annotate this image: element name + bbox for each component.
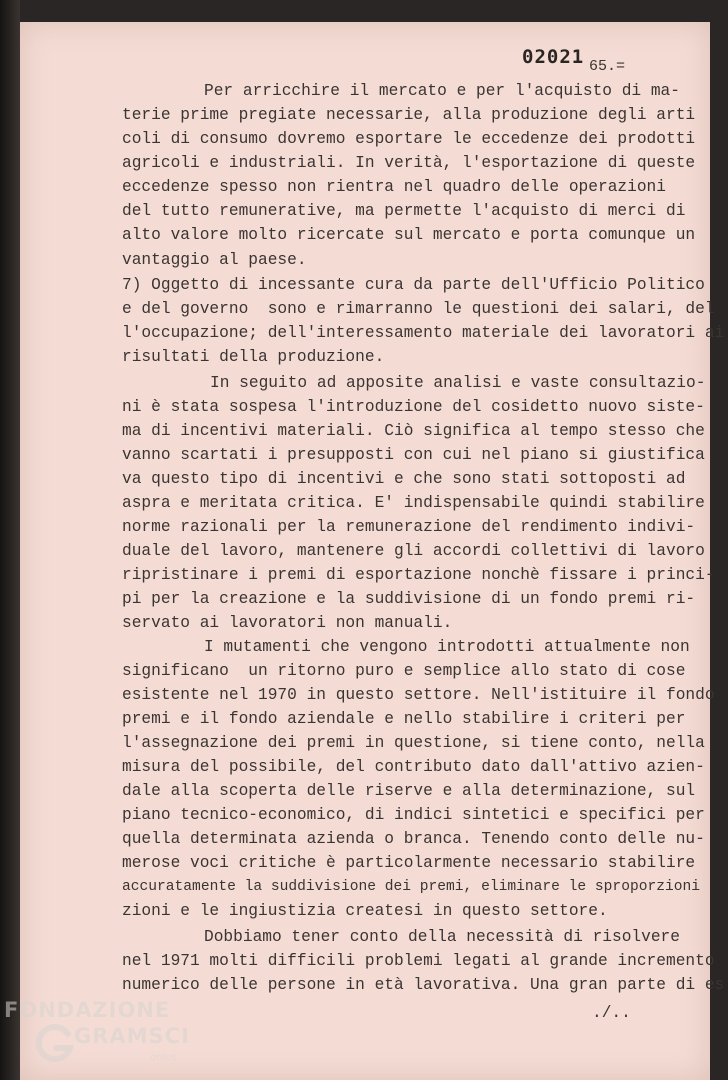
text-line: aspra e meritata critica. E' indispensabile quindi stabilire [122, 494, 705, 512]
text-line: servato ai lavoratori non manuali. [122, 614, 453, 632]
text-line: del tutto remunerative, ma permette l'acquisto di merci di [122, 202, 686, 220]
text-line: duale del lavoro, mantenere gli accordi collettivi di lavoro [122, 542, 705, 560]
text-line: eccedenze spesso non rientra nel quadro delle operazioni [122, 178, 666, 196]
text-line: misura del possibile, del contributo dato dall'attivo azien- [122, 758, 705, 776]
text-line: nel 1971 molti difficili problemi legati al grande incremento [122, 952, 715, 970]
text-line: Dobbiamo tener conto della necessità di risolvere [204, 928, 680, 946]
watermark-onlus: onlus [150, 1052, 177, 1063]
text-line: merose voci critiche è particolarmente necessario stabilire [122, 854, 696, 872]
text-line: In seguito ad apposite analisi e vaste consultazio- [210, 374, 706, 392]
text-line: agricoli e industriali. In verità, l'esportazione di queste [122, 154, 696, 172]
text-line: esistente nel 1970 in questo settore. Nell'istituire il fondo [122, 686, 715, 704]
text-line: l'assegnazione dei premi in questione, si tiene conto, nella [122, 734, 705, 752]
fondazione-gramsci-watermark [4, 998, 204, 1078]
text-line: risultati della produzione. [122, 348, 385, 366]
document-number: 02021 [522, 46, 585, 68]
text-line: premi e il fondo aziendale e nello stabilire i criteri per [122, 710, 686, 728]
text-line: quella determinata azienda o branca. Tenendo conto delle nu- [122, 830, 705, 848]
continuation-mark: ./.. [592, 1004, 631, 1022]
text-line: l'occupazione; dell'interessamento materiale dei lavoratori ai [122, 324, 725, 342]
text-line: accuratamente la suddivisione dei premi, eliminare le sproporzioni [122, 879, 701, 895]
text-line: va questo tipo di incentivi e che sono stati sottoposti ad [122, 470, 686, 488]
text-line: vantaggio al paese. [122, 251, 307, 269]
gramsci-logo-icon [32, 1022, 76, 1066]
text-line: e del governo sono e rimarranno le questioni dei salari, del [122, 300, 715, 318]
text-line: vanno scartati i presupposti con cui nel piano si giustifica [122, 446, 705, 464]
text-line: Per arricchire il mercato e per l'acquisto di ma- [204, 82, 680, 100]
page-number: 65.= [589, 58, 626, 75]
text-line: ripristinare i premi di esportazione nonchè fissare i princi- [122, 566, 715, 584]
document-page [20, 22, 725, 1080]
binder-edge [0, 0, 20, 1080]
text-line: numerico delle persone in età lavorativa. Una gran parte di es [122, 976, 725, 994]
text-line: coli di consumo dovremo esportare le eccedenze dei prodotti [122, 130, 696, 148]
text-line: significano un ritorno puro e semplice allo stato di cose [122, 662, 686, 680]
text-line: terie prime pregiate necessarie, alla produzione degli arti [122, 106, 696, 124]
text-line: ni è stata sospesa l'introduzione del cosidetto nuovo siste- [122, 398, 705, 416]
text-line: I mutamenti che vengono introdotti attualmente non [204, 638, 690, 656]
text-line: norme razionali per la remunerazione del rendimento indivi- [122, 518, 696, 536]
text-line: piano tecnico-economico, di indici sintetici e specifici per [122, 806, 705, 824]
text-line: dale alla scoperta delle riserve e alla determinazione, sul [122, 782, 696, 800]
text-line: 7) Oggetto di incessante cura da parte dell'Ufficio Politico [122, 276, 705, 294]
text-line: zioni e le ingiustizia createsi in questo settore. [122, 902, 608, 920]
watermark-line2: GRAMSCI [74, 1024, 190, 1048]
text-line: pi per la creazione e la suddivisione di un fondo premi ri- [122, 590, 696, 608]
watermark-line1: FONDAZIONE [4, 998, 171, 1022]
text-line: ma di incentivi materiali. Ciò significa al tempo stesso che [122, 422, 705, 440]
text-line: alto valore molto ricercate sul mercato e porta comunque un [122, 226, 696, 244]
